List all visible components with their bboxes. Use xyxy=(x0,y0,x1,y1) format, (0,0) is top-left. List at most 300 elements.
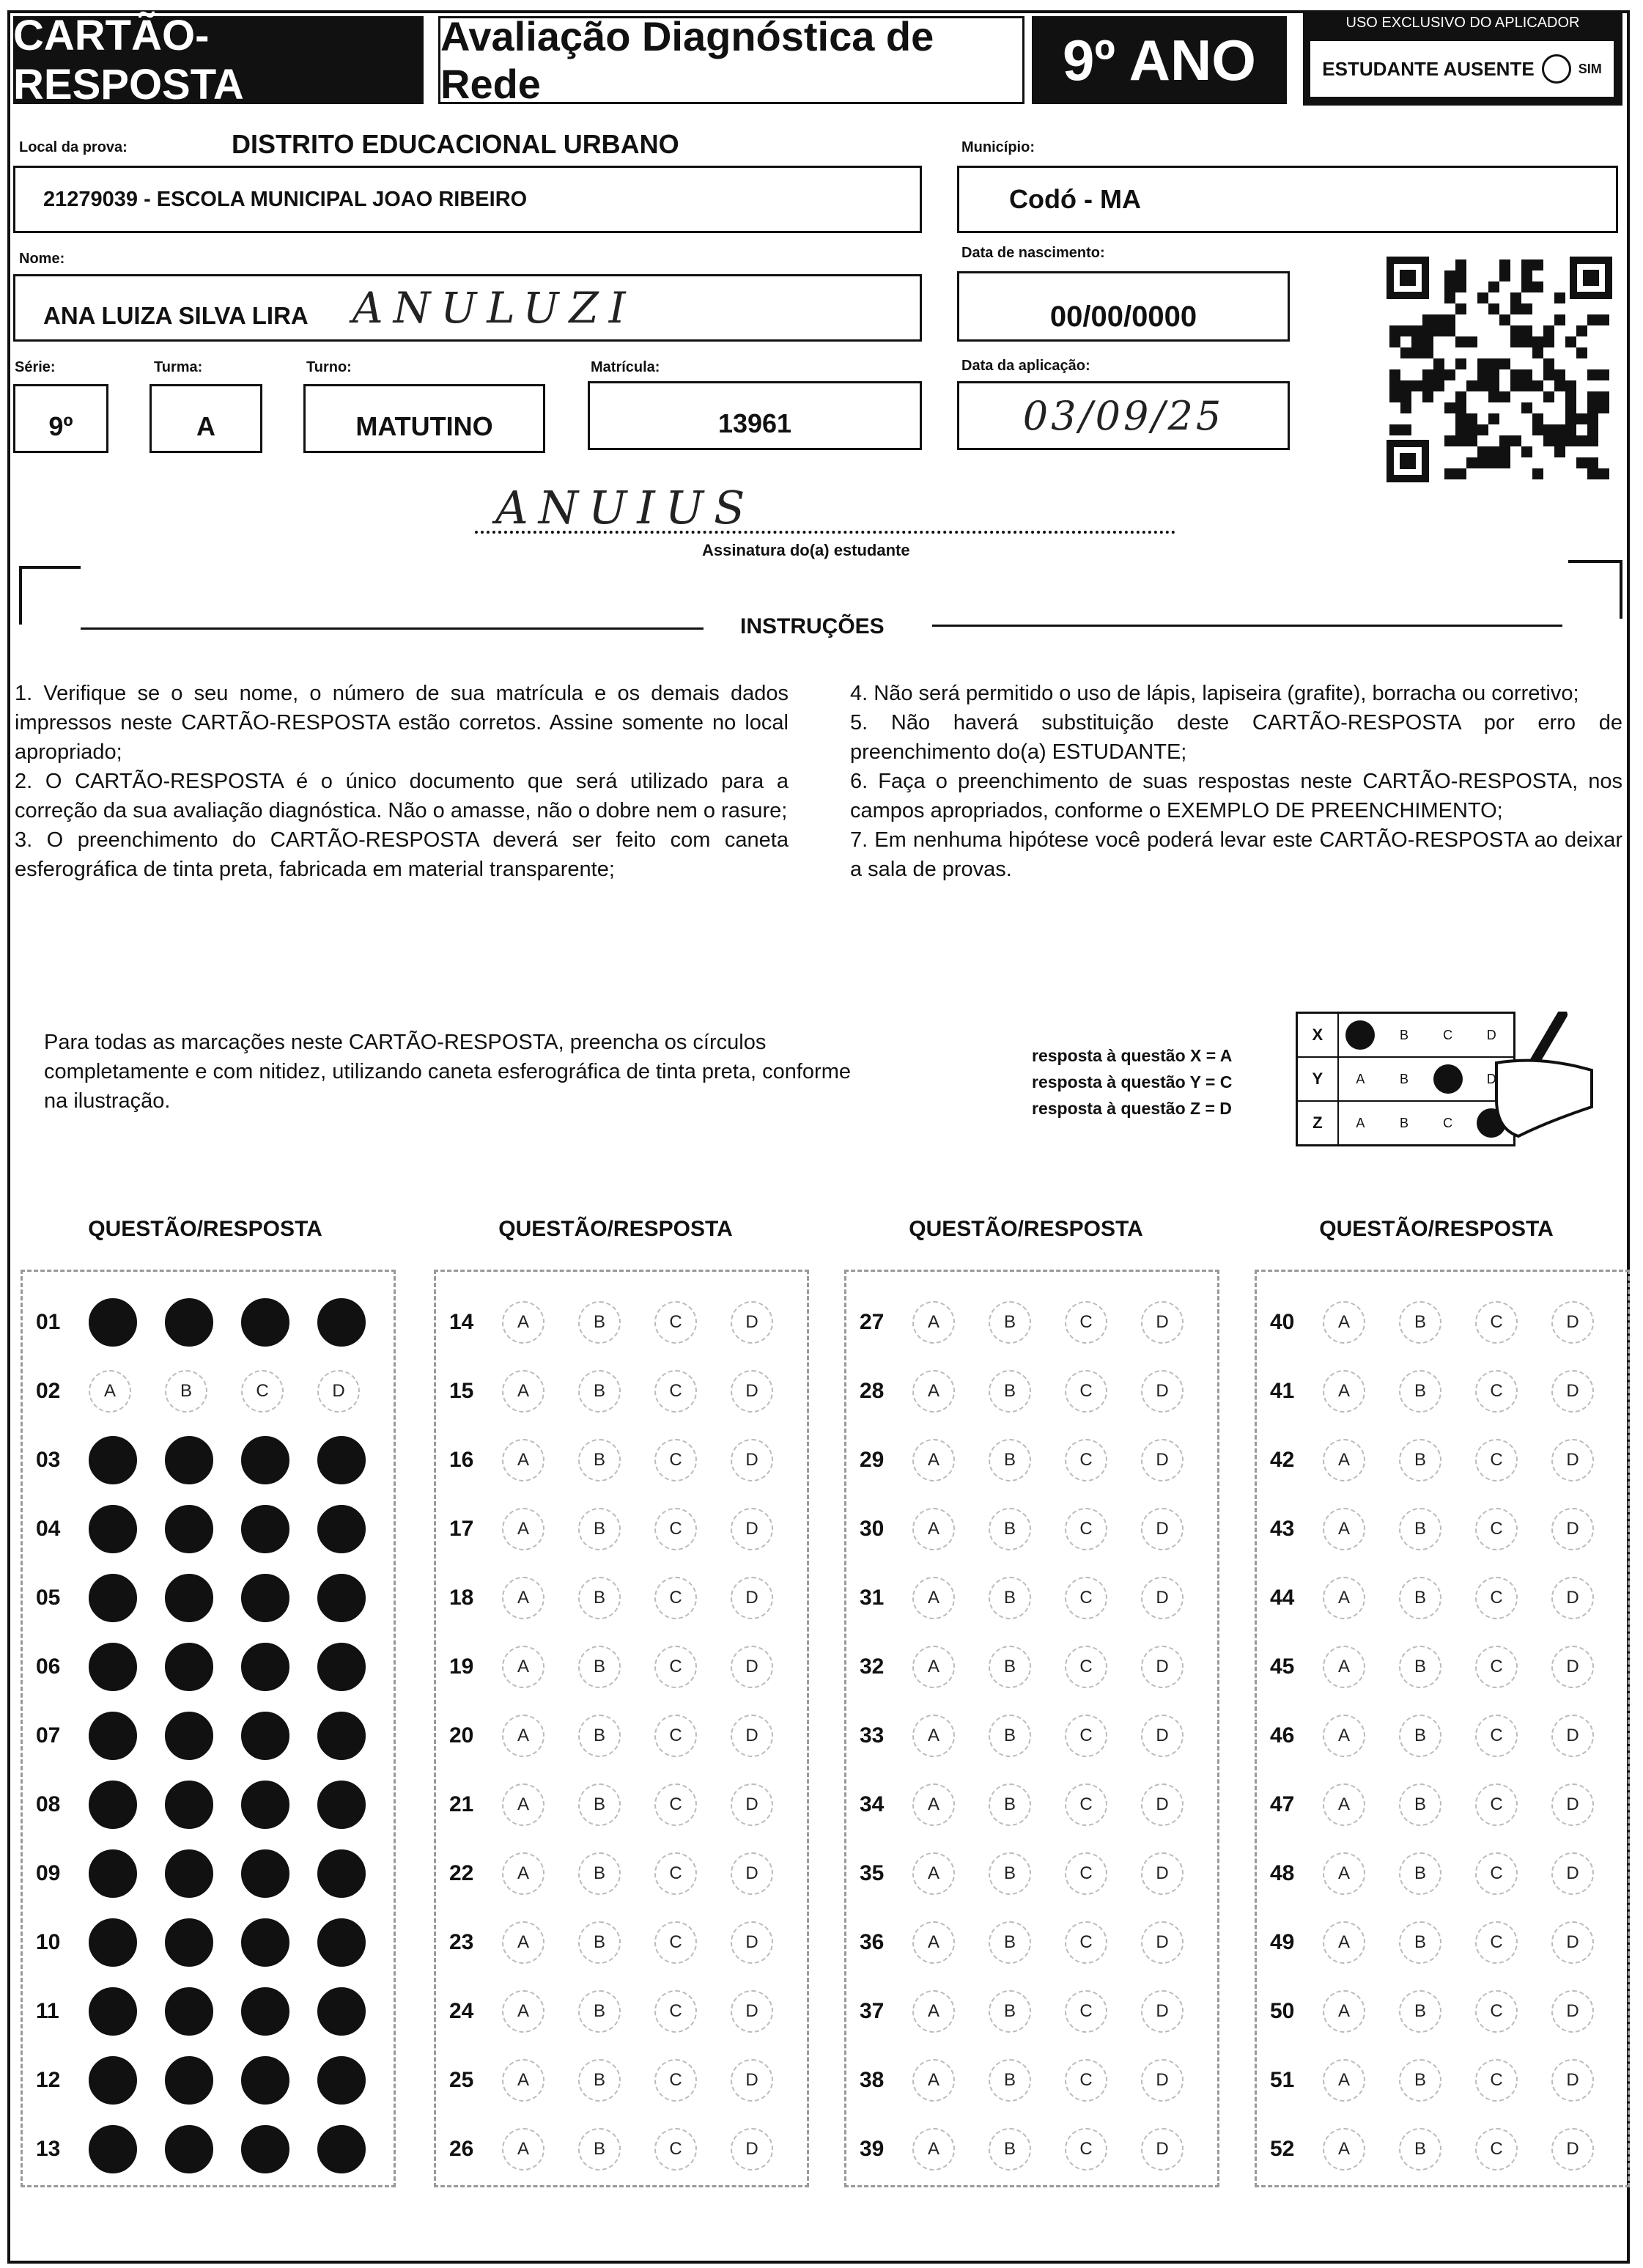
answer-bubble-c[interactable] xyxy=(241,1505,289,1553)
answer-bubble-a[interactable]: A xyxy=(912,1783,955,1826)
answer-row xyxy=(1257,1770,1628,1839)
answer-bubble-b[interactable]: B xyxy=(989,1508,1031,1550)
example-illustration xyxy=(1296,1012,1603,1155)
answer-bubble-c[interactable]: C xyxy=(654,1577,697,1619)
question-number: 27 xyxy=(860,1310,885,1334)
answer-row xyxy=(23,1632,394,1701)
answer-bubble-d[interactable] xyxy=(317,1505,366,1553)
question-number: 29 xyxy=(860,1448,885,1472)
answer-bubble-c[interactable] xyxy=(241,2056,289,2105)
question-number: 31 xyxy=(860,1586,885,1610)
answer-bubble-c[interactable]: C xyxy=(654,1439,697,1481)
signature-label: Assinatura do(a) estudante xyxy=(702,541,910,559)
answer-bubble-a[interactable]: A xyxy=(502,2059,544,2102)
answer-bubble-b[interactable] xyxy=(165,1436,213,1484)
answer-bubble-a[interactable]: A xyxy=(89,1370,131,1413)
answer-bubble-c[interactable]: C xyxy=(654,1990,697,2033)
answer-bubble-b[interactable]: B xyxy=(989,1852,1031,1895)
answer-bubble-c[interactable]: C xyxy=(1475,1990,1518,2033)
answer-bubble-b[interactable]: B xyxy=(165,1370,207,1413)
answer-bubble-b[interactable]: B xyxy=(1399,1990,1441,2033)
answer-bubble-d[interactable]: D xyxy=(1141,1990,1184,2033)
answer-row xyxy=(436,1701,807,1770)
aplicacao-label: Data da aplicação: xyxy=(961,358,1090,374)
marking-note: Para todas as marcações neste CARTÃO-RESPOSTA, preencha os círculos completamente e com nitidez, utilizando caneta esferográfica de tinta preta, conforme na ilustração. xyxy=(44,1031,851,1113)
answer-bubble-b[interactable] xyxy=(165,1781,213,1829)
answer-bubble-d[interactable]: D xyxy=(1551,1646,1594,1688)
answer-bubble-d[interactable] xyxy=(317,1574,366,1622)
answer-bubble-c[interactable]: C xyxy=(1065,1370,1107,1413)
answer-bubble-c[interactable] xyxy=(241,2125,289,2173)
answer-row xyxy=(846,1701,1217,1770)
answer-bubble-b[interactable]: B xyxy=(989,2059,1031,2102)
answer-bubble-b[interactable]: B xyxy=(989,1577,1031,1619)
example-bubble-c: C xyxy=(1443,1027,1453,1042)
answer-bubble-d[interactable]: D xyxy=(731,1301,773,1344)
answer-bubble-d[interactable] xyxy=(317,1643,366,1691)
question-number: 36 xyxy=(860,1930,885,1954)
answer-bubble-c[interactable]: C xyxy=(1065,1508,1107,1550)
answer-row xyxy=(436,1495,807,1564)
answer-bubble-b[interactable]: B xyxy=(989,2128,1031,2171)
answer-bubble-b[interactable]: B xyxy=(1399,1852,1441,1895)
answer-bubble-d[interactable] xyxy=(317,1849,366,1898)
answer-row xyxy=(1257,1701,1628,1770)
answer-bubble-b[interactable]: B xyxy=(578,1990,621,2033)
question-number: 18 xyxy=(449,1586,474,1610)
answer-bubble-d[interactable]: D xyxy=(1141,1852,1184,1895)
answer-bubble-b[interactable] xyxy=(165,1505,213,1553)
answer-bubble-a[interactable]: A xyxy=(502,1783,544,1826)
answer-bubble-b[interactable]: B xyxy=(578,1921,621,1964)
answer-row xyxy=(23,1426,394,1495)
answer-bubble-b[interactable] xyxy=(165,1918,213,1967)
answer-bubble-a[interactable]: A xyxy=(1323,1852,1365,1895)
answer-row xyxy=(23,1977,394,2046)
answer-bubble-c[interactable]: C xyxy=(1475,1921,1518,1964)
question-number: 26 xyxy=(449,2137,474,2161)
answer-bubble-c[interactable] xyxy=(241,1643,289,1691)
answer-bubble-a[interactable]: A xyxy=(1323,1783,1365,1826)
answer-bubble-a[interactable] xyxy=(89,2125,137,2173)
answer-bubble-c[interactable]: C xyxy=(654,1921,697,1964)
answer-bubble-b[interactable]: B xyxy=(1399,1370,1441,1413)
answer-bubble-a[interactable]: A xyxy=(912,1852,955,1895)
answer-bubble-a[interactable]: A xyxy=(912,1921,955,1964)
absent-label: ESTUDANTE AUSENTE xyxy=(1322,57,1535,80)
matricula-label: Matrícula: xyxy=(591,359,660,375)
answer-bubble-d[interactable]: D xyxy=(1141,1370,1184,1413)
answer-bubble-d[interactable]: D xyxy=(1141,1715,1184,1757)
answer-row xyxy=(23,1701,394,1770)
answer-bubble-c[interactable] xyxy=(241,1574,289,1622)
answer-bubble-b[interactable]: B xyxy=(1399,1508,1441,1550)
question-number: 07 xyxy=(36,1723,61,1748)
answer-bubble-c[interactable]: C xyxy=(1475,1783,1518,1826)
question-number: 13 xyxy=(36,2137,61,2161)
answer-bubble-c[interactable]: C xyxy=(654,1715,697,1757)
answer-bubble-b[interactable] xyxy=(165,1712,213,1760)
answer-bubble-a[interactable]: A xyxy=(1323,1990,1365,2033)
answer-bubble-d[interactable]: D xyxy=(1141,1921,1184,1964)
answer-row xyxy=(846,1839,1217,1908)
answer-row xyxy=(23,1357,394,1426)
answer-bubble-a[interactable]: A xyxy=(912,1508,955,1550)
answer-bubble-a[interactable]: A xyxy=(1323,1370,1365,1413)
answer-bubble-b[interactable]: B xyxy=(578,1852,621,1895)
answer-bubble-a[interactable]: A xyxy=(912,1646,955,1688)
answer-column xyxy=(21,1270,396,2187)
answer-bubble-b[interactable]: B xyxy=(1399,1783,1441,1826)
answer-bubble-c[interactable]: C xyxy=(654,1646,697,1688)
answer-bubble-c[interactable]: C xyxy=(1475,1301,1518,1344)
answer-bubble-d[interactable] xyxy=(317,2125,366,2173)
answer-bubble-d[interactable]: D xyxy=(731,1783,773,1826)
answer-bubble-b[interactable]: B xyxy=(1399,1646,1441,1688)
answer-bubble-b[interactable]: B xyxy=(989,1783,1031,1826)
answer-bubble-c[interactable]: C xyxy=(1475,1715,1518,1757)
answer-bubble-c[interactable] xyxy=(241,1918,289,1967)
answer-bubble-b[interactable]: B xyxy=(578,2059,621,2102)
question-number: 06 xyxy=(36,1654,61,1679)
question-number: 19 xyxy=(449,1654,474,1679)
answer-bubble-a[interactable]: A xyxy=(912,2059,955,2102)
answer-bubble-d[interactable] xyxy=(317,1436,366,1484)
answer-bubble-c[interactable]: C xyxy=(1475,2128,1518,2171)
answer-bubble-d[interactable]: D xyxy=(731,1715,773,1757)
answer-bubble-b[interactable]: B xyxy=(1399,2128,1441,2171)
answer-bubble-b[interactable] xyxy=(165,1987,213,2036)
answer-bubble-a[interactable]: A xyxy=(502,1646,544,1688)
answer-row xyxy=(846,1908,1217,1977)
example-filled-bubble xyxy=(1345,1020,1375,1050)
answer-bubble-d[interactable]: D xyxy=(731,1921,773,1964)
answer-bubble-d[interactable]: D xyxy=(317,1370,360,1413)
answer-bubble-a[interactable]: A xyxy=(502,1439,544,1481)
municipio-label: Município: xyxy=(961,139,1035,155)
answer-bubble-d[interactable]: D xyxy=(1551,1990,1594,2033)
local-value: DISTRITO EDUCACIONAL URBANO xyxy=(232,129,679,159)
answer-bubble-a[interactable]: A xyxy=(912,2128,955,2171)
answer-bubble-d[interactable]: D xyxy=(731,1577,773,1619)
answer-row xyxy=(436,1839,807,1908)
answer-bubble-b[interactable]: B xyxy=(989,1439,1031,1481)
answer-bubble-b[interactable] xyxy=(165,2056,213,2105)
answer-bubble-d[interactable]: D xyxy=(731,1439,773,1481)
answer-bubble-c[interactable]: C xyxy=(1065,1921,1107,1964)
answer-bubble-d[interactable]: D xyxy=(1551,2128,1594,2171)
answer-bubble-c[interactable]: C xyxy=(654,2059,697,2102)
answer-bubble-d[interactable]: D xyxy=(1551,1508,1594,1550)
absent-option: SIM xyxy=(1578,61,1602,76)
example-bubble-d: D xyxy=(1486,1027,1496,1042)
answer-bubble-d[interactable]: D xyxy=(1551,1783,1594,1826)
answer-row xyxy=(846,1977,1217,2046)
answer-row xyxy=(23,1770,394,1839)
question-number: 51 xyxy=(1270,2068,1295,2092)
answer-row xyxy=(23,2115,394,2184)
answer-bubble-c[interactable] xyxy=(241,1849,289,1898)
question-number: 41 xyxy=(1270,1379,1295,1403)
answer-bubble-a[interactable]: A xyxy=(502,1301,544,1344)
answer-bubble-d[interactable]: D xyxy=(731,1646,773,1688)
answer-bubble-b[interactable]: B xyxy=(578,1577,621,1619)
answer-row xyxy=(846,2115,1217,2184)
answer-bubble-b[interactable]: B xyxy=(578,1301,621,1344)
answer-bubble-b[interactable]: B xyxy=(1399,1577,1441,1619)
answer-bubble-c[interactable]: C xyxy=(1065,2128,1107,2171)
answer-bubble-a[interactable]: A xyxy=(1323,1508,1365,1550)
answer-bubble-c[interactable]: C xyxy=(241,1370,284,1413)
instruction-2: 2. O CARTÃO-RESPOSTA é o único documento que será utilizado para a correção da sua avaliação diagnóstica. Não o amasse, não o dobre nem o rasure; xyxy=(15,770,789,822)
instr-rule-right xyxy=(932,625,1562,627)
answer-bubble-b[interactable]: B xyxy=(1399,1439,1441,1481)
answer-bubble-c[interactable]: C xyxy=(1475,2059,1518,2102)
answer-bubble-c[interactable]: C xyxy=(1475,1439,1518,1481)
answer-row xyxy=(1257,1839,1628,1908)
answer-row xyxy=(23,2046,394,2115)
answer-bubble-a[interactable]: A xyxy=(912,1715,955,1757)
answer-bubble-d[interactable]: D xyxy=(731,1990,773,2033)
answer-bubble-d[interactable]: D xyxy=(1141,1646,1184,1688)
column-title: QUESTÃO/RESPOSTA xyxy=(88,1217,322,1241)
answer-bubble-a[interactable] xyxy=(89,1298,137,1347)
question-number: 15 xyxy=(449,1379,474,1403)
answer-bubble-a[interactable]: A xyxy=(912,1370,955,1413)
question-number: 40 xyxy=(1270,1310,1295,1334)
answer-bubble-d[interactable]: D xyxy=(1551,1370,1594,1413)
answer-bubble-b[interactable]: B xyxy=(1399,2059,1441,2102)
answer-bubble-c[interactable]: C xyxy=(1475,1577,1518,1619)
question-number: 11 xyxy=(36,1999,59,2023)
answer-bubble-c[interactable]: C xyxy=(1065,1646,1107,1688)
applicator-label: USO EXCLUSIVO DO APLICADOR xyxy=(1345,15,1580,31)
answer-bubble-a[interactable]: A xyxy=(1323,1439,1365,1481)
answer-bubble-b[interactable]: B xyxy=(989,1301,1031,1344)
answer-bubble-d[interactable]: D xyxy=(1141,2128,1184,2171)
answer-bubble-d[interactable] xyxy=(317,2056,366,2105)
answer-bubble-b[interactable]: B xyxy=(578,1439,621,1481)
answer-bubble-c[interactable] xyxy=(241,1712,289,1760)
answer-bubble-d[interactable]: D xyxy=(1141,2059,1184,2102)
answer-bubble-a[interactable] xyxy=(89,1574,137,1622)
question-number: 05 xyxy=(36,1586,61,1610)
answer-bubble-d[interactable]: D xyxy=(1551,1439,1594,1481)
question-number: 52 xyxy=(1270,2137,1295,2161)
answer-bubble-a[interactable]: A xyxy=(502,1921,544,1964)
answer-bubble-a[interactable]: A xyxy=(1323,1301,1365,1344)
answer-bubble-d[interactable]: D xyxy=(1551,1921,1594,1964)
answer-bubble-c[interactable]: C xyxy=(654,1508,697,1550)
answer-bubble-c[interactable]: C xyxy=(1475,1370,1518,1413)
answer-bubble-a[interactable]: A xyxy=(1323,1921,1365,1964)
example-question-label: Y xyxy=(1298,1058,1339,1100)
answer-bubble-a[interactable]: A xyxy=(502,1852,544,1895)
turno-label: Turno: xyxy=(306,359,352,375)
answer-bubble-c[interactable] xyxy=(241,1987,289,2036)
answer-bubble-c[interactable]: C xyxy=(654,2128,697,2171)
answer-bubble-d[interactable]: D xyxy=(1141,1508,1184,1550)
answer-bubble-c[interactable]: C xyxy=(654,1301,697,1344)
question-number: 02 xyxy=(36,1379,61,1403)
answer-bubble-c[interactable]: C xyxy=(654,1852,697,1895)
answer-bubble-a[interactable]: A xyxy=(502,1990,544,2033)
grade-title: 9º ANO xyxy=(1032,16,1287,104)
answer-bubble-d[interactable]: D xyxy=(1551,1852,1594,1895)
answer-bubble-b[interactable]: B xyxy=(989,1921,1031,1964)
answer-bubble-c[interactable]: C xyxy=(1065,1577,1107,1619)
answer-bubble-c[interactable]: C xyxy=(1065,1852,1107,1895)
example-bubble-a: A xyxy=(1356,1115,1365,1130)
answer-bubble-a[interactable] xyxy=(89,1781,137,1829)
answer-bubble-b[interactable] xyxy=(165,1849,213,1898)
answer-bubble-d[interactable] xyxy=(317,1298,366,1347)
answer-bubble-a[interactable]: A xyxy=(1323,1646,1365,1688)
answer-row xyxy=(23,1839,394,1908)
answer-row xyxy=(1257,1908,1628,1977)
answer-bubble-d[interactable]: D xyxy=(731,1852,773,1895)
answer-row xyxy=(436,1357,807,1426)
answer-bubble-c[interactable]: C xyxy=(1065,1783,1107,1826)
answer-bubble-c[interactable] xyxy=(241,1436,289,1484)
answer-bubble-a[interactable] xyxy=(89,1849,137,1898)
answer-bubble-a[interactable] xyxy=(89,1987,137,2036)
answer-row xyxy=(436,2046,807,2115)
answer-bubble-a[interactable]: A xyxy=(502,1370,544,1413)
exam-title: Avaliação Diagnóstica de Rede xyxy=(438,16,1024,104)
answer-bubble-b[interactable] xyxy=(165,1574,213,1622)
answer-bubble-c[interactable]: C xyxy=(1065,2059,1107,2102)
answer-row xyxy=(436,2115,807,2184)
answer-bubble-d[interactable]: D xyxy=(1141,1439,1184,1481)
example-bubble-c: C xyxy=(1443,1115,1453,1130)
answer-bubble-c[interactable]: C xyxy=(1065,1439,1107,1481)
answer-bubble-d[interactable] xyxy=(317,1781,366,1829)
answer-bubble-a[interactable]: A xyxy=(912,1577,955,1619)
answer-bubble-b[interactable]: B xyxy=(578,1783,621,1826)
answer-bubble-c[interactable]: C xyxy=(1065,1715,1107,1757)
answer-bubble-b[interactable]: B xyxy=(578,1715,621,1757)
example-bubble-b: B xyxy=(1400,1027,1409,1042)
answer-bubble-d[interactable]: D xyxy=(731,1508,773,1550)
answer-bubble-b[interactable]: B xyxy=(578,1646,621,1688)
answer-bubble-a[interactable] xyxy=(89,1712,137,1760)
answer-row xyxy=(846,2046,1217,2115)
answer-bubble-b[interactable]: B xyxy=(989,1646,1031,1688)
answer-bubble-c[interactable]: C xyxy=(1475,1852,1518,1895)
question-number: 01 xyxy=(36,1310,61,1334)
answer-bubble-d[interactable] xyxy=(317,1987,366,2036)
answer-bubble-a[interactable]: A xyxy=(1323,1715,1365,1757)
answer-bubble-d[interactable] xyxy=(317,1918,366,1967)
answer-bubble-c[interactable] xyxy=(241,1298,289,1347)
instruction-3: 3. O preenchimento do CARTÃO-RESPOSTA deverá ser feito com caneta esferográfica de tinta preta, fabricada em material transparente; xyxy=(15,828,789,881)
example-bubble-a xyxy=(1339,1020,1383,1050)
answer-bubble-c[interactable]: C xyxy=(654,1370,697,1413)
answer-bubble-b[interactable]: B xyxy=(989,1715,1031,1757)
answer-bubble-a[interactable]: A xyxy=(502,1577,544,1619)
answer-bubble-a[interactable]: A xyxy=(912,1990,955,2033)
answer-bubble-d[interactable] xyxy=(317,1712,366,1760)
answer-bubble-a[interactable] xyxy=(89,1643,137,1691)
answer-bubble-b[interactable] xyxy=(165,1643,213,1691)
question-number: 03 xyxy=(36,1448,61,1472)
answer-row xyxy=(1257,1977,1628,2046)
answer-bubble-b[interactable]: B xyxy=(578,2128,621,2171)
answer-bubble-b[interactable] xyxy=(165,2125,213,2173)
answer-bubble-a[interactable]: A xyxy=(1323,2128,1365,2171)
answer-bubble-b[interactable]: B xyxy=(989,1990,1031,2033)
answer-bubble-a[interactable] xyxy=(89,1436,137,1484)
answer-bubble-d[interactable]: D xyxy=(731,2128,773,2171)
column-title: QUESTÃO/RESPOSTA xyxy=(909,1217,1143,1241)
answer-bubble-a[interactable] xyxy=(89,1505,137,1553)
answer-bubble-a[interactable]: A xyxy=(502,1715,544,1757)
answer-bubble-b[interactable]: B xyxy=(1399,1301,1441,1344)
answer-bubble-d[interactable]: D xyxy=(1141,1577,1184,1619)
nome-value: ANA LUIZA SILVA LIRA xyxy=(43,302,309,329)
answer-bubble-a[interactable]: A xyxy=(1323,2059,1365,2102)
answer-bubble-d[interactable]: D xyxy=(1551,1301,1594,1344)
absent-checkbox[interactable] xyxy=(1542,54,1571,84)
column-title: QUESTÃO/RESPOSTA xyxy=(498,1217,733,1241)
answer-row xyxy=(1257,1632,1628,1701)
signature-handwritten: ANUIUS xyxy=(495,481,756,534)
answer-bubble-a[interactable]: A xyxy=(502,2128,544,2171)
answer-row xyxy=(23,1495,394,1564)
answer-bubble-c[interactable]: C xyxy=(1065,1990,1107,2033)
answer-bubble-c[interactable] xyxy=(241,1781,289,1829)
answer-bubble-b[interactable]: B xyxy=(1399,1921,1441,1964)
answer-bubble-c[interactable]: C xyxy=(1065,1301,1107,1344)
answer-bubble-a[interactable] xyxy=(89,1918,137,1967)
nascimento-field: 00/00/0000 xyxy=(957,271,1290,342)
answer-bubble-b[interactable]: B xyxy=(578,1508,621,1550)
school-field: 21279039 - ESCOLA MUNICIPAL JOAO RIBEIRO xyxy=(13,166,922,233)
question-number: 32 xyxy=(860,1654,885,1679)
answer-bubble-d[interactable]: D xyxy=(1551,1577,1594,1619)
answer-bubble-b[interactable] xyxy=(165,1298,213,1347)
answer-bubble-a[interactable]: A xyxy=(1323,1577,1365,1619)
answer-bubble-d[interactable]: D xyxy=(1551,2059,1594,2102)
answer-row xyxy=(846,1426,1217,1495)
column-title: QUESTÃO/RESPOSTA xyxy=(1319,1217,1554,1241)
question-number: 43 xyxy=(1270,1517,1295,1541)
answer-bubble-b[interactable]: B xyxy=(989,1370,1031,1413)
pen-icon xyxy=(1452,1012,1599,1151)
example-captions xyxy=(1032,1042,1232,1122)
question-number: 50 xyxy=(1270,1999,1295,2023)
signature-line xyxy=(475,531,1175,534)
answer-bubble-b[interactable]: B xyxy=(1399,1715,1441,1757)
answer-bubble-d[interactable]: D xyxy=(1141,1783,1184,1826)
question-number: 21 xyxy=(449,1792,474,1816)
answer-bubble-d[interactable]: D xyxy=(1551,1715,1594,1757)
answer-bubble-d[interactable]: D xyxy=(731,2059,773,2102)
answer-bubble-d[interactable]: D xyxy=(731,1370,773,1413)
answer-bubble-a[interactable]: A xyxy=(502,1508,544,1550)
question-number: 45 xyxy=(1270,1654,1295,1679)
answer-bubble-b[interactable]: B xyxy=(578,1370,621,1413)
answer-bubble-c[interactable]: C xyxy=(1475,1646,1518,1688)
answer-bubble-c[interactable]: C xyxy=(654,1783,697,1826)
answer-bubble-a[interactable]: A xyxy=(912,1301,955,1344)
answer-bubble-a[interactable]: A xyxy=(912,1439,955,1481)
answer-bubble-c[interactable]: C xyxy=(1475,1508,1518,1550)
question-number: 37 xyxy=(860,1999,885,2023)
answer-bubble-a[interactable] xyxy=(89,2056,137,2105)
answer-bubble-d[interactable]: D xyxy=(1141,1301,1184,1344)
